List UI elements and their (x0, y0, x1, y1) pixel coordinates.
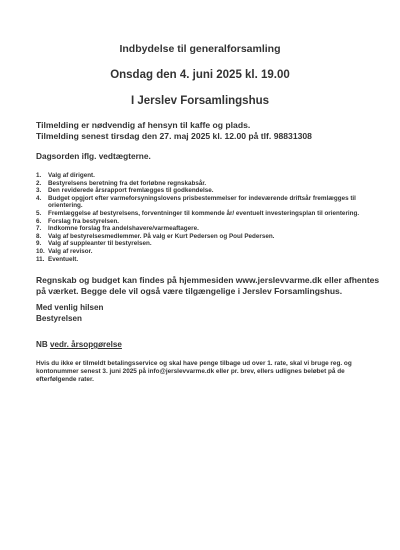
agenda-item-number: 4. (36, 194, 42, 202)
agenda-item-text: Den reviderede årsrapport fremlægges til godkendelse. (48, 187, 214, 195)
agenda-item-number: 5. (36, 209, 42, 217)
meeting-location: I Jerslev Forsamlingshus (130, 95, 270, 107)
agenda-item-number: 7. (36, 225, 42, 233)
agenda-item-text: Valg af revisor. (48, 247, 93, 255)
agenda-list (36, 172, 381, 263)
agenda-item-number: 3. (36, 187, 42, 195)
closing-greeting: Med venlig hilsen (36, 303, 104, 312)
agenda-item-number: 6. (36, 217, 42, 225)
agenda-item-number: 9. (36, 240, 42, 248)
agenda-item-text: Indkomne forslag fra andelshavere/varmeaftagere. (48, 225, 199, 233)
nb-heading (36, 340, 122, 349)
agenda-item-text: Budget opgjort efter varmeforsyningslovens prisbestemmelser for indeværende driftsår fremlægges til orientering. (48, 194, 356, 210)
agenda-item (36, 248, 381, 256)
closing (36, 303, 103, 324)
agenda-item-number: 8. (36, 232, 42, 240)
agenda-item (36, 187, 381, 195)
meeting-date: Onsdag den 4. juni 2025 kl. 19.00 (110, 69, 290, 81)
agenda-item-number: 2. (36, 179, 42, 187)
agenda-item-text: Fremlæggelse af bestyrelsens, forventninger til kommende år/ eventuelt investeringsplan til orientering. (48, 209, 360, 217)
agenda-item-text: Valg af dirigent. (48, 172, 95, 179)
signup-line-1: Tilmelding er nødvendig af hensyn til kaffe og plads. (36, 120, 251, 130)
agenda-item-text: Forslag fra bestyrelsen. (48, 217, 120, 225)
agenda-item (36, 210, 381, 218)
agenda-item (36, 240, 381, 248)
agenda-item (36, 218, 381, 226)
budget-note: Regnskab og budget kan findes på hjemmesiden www.jerslevvarme.dk eller afhentes på værket. Begge dele vil også være tilgængelige i Jerslev Forsamlingshus. (36, 275, 380, 296)
nb-prefix: NB (36, 340, 50, 349)
document-title: Indbydelse til generalforsamling (119, 43, 281, 55)
agenda-item (36, 172, 381, 180)
agenda-item-text: Bestyrelsens beretning fra det forløbne regnskabsår. (48, 179, 207, 187)
agenda-heading: Dagsorden iflg. vedtægterne. (36, 151, 151, 161)
nb-heading-underlined: vedr. årsopgørelse (49, 340, 122, 349)
agenda-item-text: Eventuelt. (48, 255, 79, 263)
agenda-item-number: 10. (36, 247, 45, 255)
agenda-item-number: 1. (36, 172, 42, 179)
agenda-item-number: 11. (36, 255, 45, 263)
agenda-item (36, 195, 381, 210)
agenda-item (36, 233, 381, 241)
agenda-item (36, 225, 381, 233)
signup-line-2: Tilmelding senest tirsdag den 27. maj 2025 kl. 12.00 på tlf. 98831308 (36, 130, 312, 141)
signup-info (36, 120, 312, 141)
agenda-item (36, 256, 381, 264)
nb-text: Hvis du ikke er tilmeldt betalingsservice og skal have penge tilbage ud over 1. rate, skal vi bruge reg. og kontonummer senest 3. juni 2025 på info@jerslevvarme.dk eller pr. brev, ellers udlignes beløbet på de efterfølgende rater. (36, 360, 352, 383)
closing-signature: Bestyrelsen (36, 313, 82, 323)
agenda-item-text: Valg af bestyrelsesmedlemmer. På valg er Kurt Pedersen og Poul Pedersen. (48, 232, 275, 240)
agenda-item-text: Valg af suppleanter til bestyrelsen. (48, 240, 152, 248)
